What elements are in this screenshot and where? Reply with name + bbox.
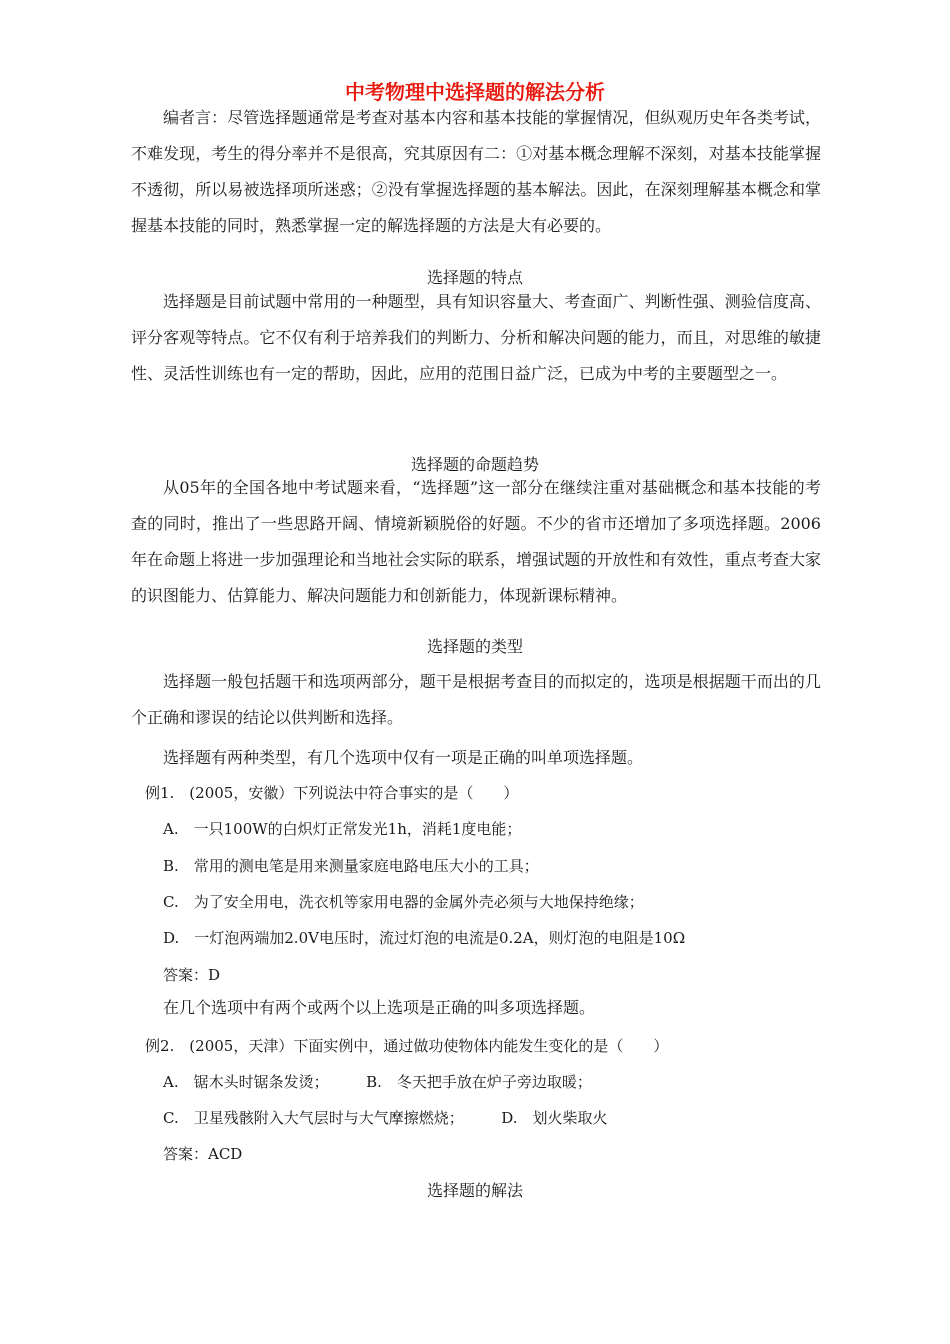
section-heading-methods: 选择题的解法	[426, 1181, 523, 1200]
types-paragraph-1: 选择题一般包括题干和选项两部分，题干是根据考查目的而拟定的，选项是根据题干而出的几个正确和谬误的结论以供判断和选择。	[131, 672, 821, 727]
example2-stem: 例2. (2005，天津）下面实例中，通过做功使物体内能发生变化的是（ ）	[145, 1037, 669, 1055]
example1-answer: 答案：D	[163, 966, 221, 984]
example1-option-c: C. 为了安全用电，洗衣机等家用电器的金属外壳必须与大地保持绝缘；	[163, 893, 644, 911]
types-paragraph-2: 选择题有两种类型，有几个选项中仅有一项是正确的叫单项选择题。	[163, 748, 644, 767]
example1-option-a: A. 一只100W的白炽灯正常发光1h，消耗1度电能；	[163, 820, 522, 838]
example1-stem: 例1. (2005，安徽）下列说法中符合事实的是（ ）	[145, 784, 519, 802]
example2-options-cd: C. 卫星残骸附入大气层时与大气摩擦燃烧； D. 划火柴取火	[163, 1109, 608, 1127]
document-title: 中考物理中选择题的解法分析	[345, 80, 605, 104]
trends-paragraph: 从05年的全国各地中考试题来看，“选择题”这一部分在继续注重对基础概念和基本技能的考查的同时，推出了一些思路开阔、情境新颖脱俗的好题。不少的省市还增加了多项选择题。2006年在命题上将进一步加强理论和当地社会实际的联系，增强试题的开放性和有效性，重点考查大家的识图能力、估算能力、解决问题能力和创新能力，体现新课标精神。	[131, 478, 821, 605]
section-heading-features: 选择题的特点	[426, 268, 523, 287]
section-heading-types: 选择题的类型	[426, 637, 523, 656]
example1-option-d: D. 一灯泡两端加2.0V电压时，流过灯泡的电流是0.2A，则灯泡的电阻是10Ω	[163, 929, 686, 947]
example2-answer: 答案：ACD	[163, 1145, 243, 1163]
example1-option-b: B. 常用的测电笔是用来测量家庭电路电压大小的工具；	[163, 857, 539, 875]
example2-options-ab: A. 锯木头时锯条发烫； B. 冬天把手放在炉子旁边取暖；	[163, 1073, 592, 1091]
intro-paragraph: 编者言：尽管选择题通常是考查对基本内容和基本技能的掌握情况，但纵观历史年各类考试，不难发现，考生的得分率并不是很高，究其原因有二：①对基本概念理解不深刻，对基本技能掌握不透彻，所以易被选择项所迷惑；②没有掌握选择题的基本解法。因此，在深刻理解基本概念和掌握基本技能的同时，熟悉掌握一定的解选择题的方法是大有必要的。	[131, 108, 821, 235]
types-paragraph-3: 在几个选项中有两个或两个以上选项是正确的叫多项选择题。	[163, 998, 596, 1017]
section-heading-trends: 选择题的命题趋势	[410, 455, 539, 474]
features-paragraph: 选择题是目前试题中常用的一种题型，具有知识容量大、考查面广、判断性强、测验信度高、评分客观等特点。它不仅有利于培养我们的判断力、分析和解决问题的能力，而且，对思维的敏捷性、灵活性训练也有一定的帮助，因此，应用的范围日益广泛，已成为中考的主要题型之一。	[131, 292, 821, 383]
